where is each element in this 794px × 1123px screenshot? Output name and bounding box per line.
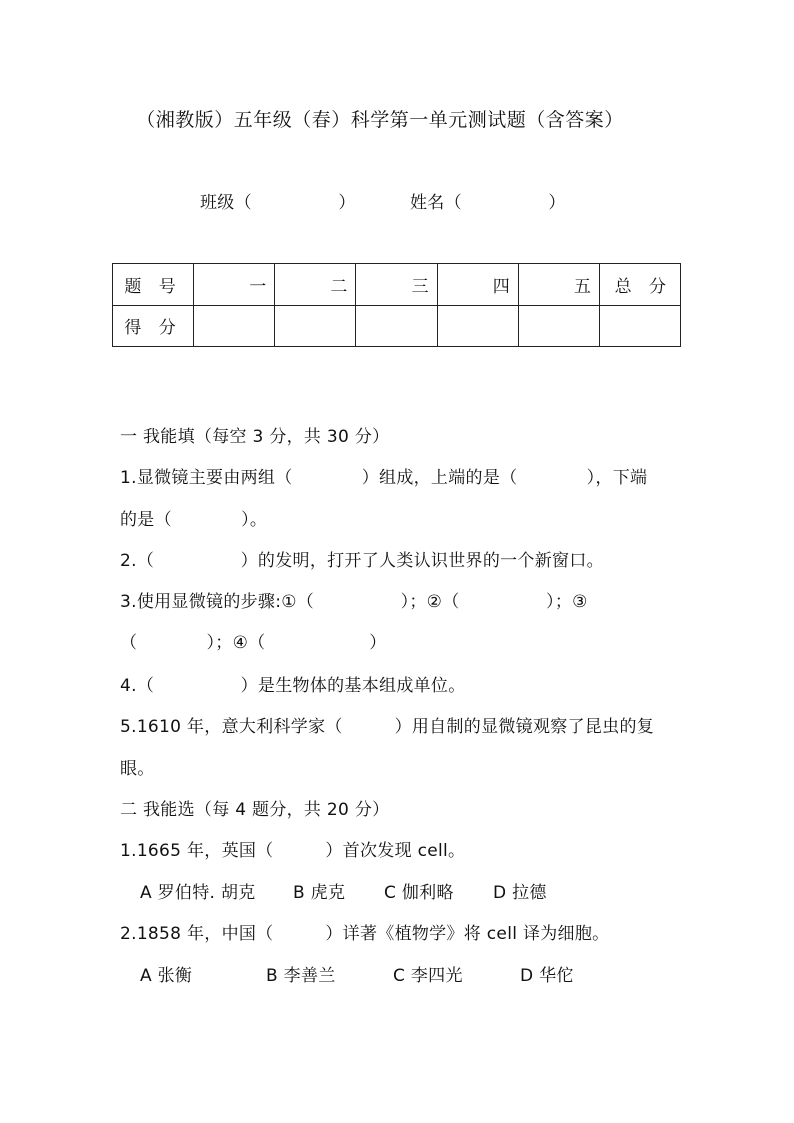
score-table-score-row xyxy=(113,305,681,347)
score-table-header-row xyxy=(113,264,681,306)
score-cell-total xyxy=(599,305,680,347)
score-cell xyxy=(518,305,599,347)
score-header-total: 总 分 xyxy=(599,264,680,306)
section1-line: （ ）；④（ ） xyxy=(120,633,387,653)
section2-question-1: 1.1665 年，英国（ ）首次发现 cell。 xyxy=(120,841,466,861)
q1-option-a: A 罗伯特. 胡克 xyxy=(140,883,256,903)
q2-option-c: C 李四光 xyxy=(393,966,463,986)
section1-line: 3.使用显微镜的步骤:①（ ）；②（ ）；③ xyxy=(120,592,588,612)
section2-heading: 二 我能选（每 4 题分，共 20 分） xyxy=(120,800,390,820)
section1-heading: 一 我能填（每空 3 分，共 30 分） xyxy=(120,427,390,447)
score-header-4: 四 xyxy=(437,264,518,306)
score-header-1: 一 xyxy=(194,264,275,306)
section1-line: 4.（ ）是生物体的基本组成单位。 xyxy=(120,676,466,696)
score-table-row2-label: 得 分 xyxy=(113,305,194,347)
q2-option-d: D 华佗 xyxy=(520,966,574,986)
page-title: （湘教版）五年级（春）科学第一单元测试题（含答案） xyxy=(136,109,624,131)
score-table xyxy=(112,263,681,347)
section2-question-2: 2.1858 年，中国（ ）详著《植物学》将 cell 译为细胞。 xyxy=(120,924,610,944)
section1-line: 5.1610 年，意大利科学家（ ）用自制的显微镜观察了昆虫的复 xyxy=(120,717,655,737)
q2-option-a: A 张衡 xyxy=(140,966,193,986)
section1-line: 眼。 xyxy=(120,759,155,779)
score-cell xyxy=(275,305,356,347)
score-header-5: 五 xyxy=(518,264,599,306)
section1-line: 2.（ ）的发明，打开了人类认识世界的一个新窗口。 xyxy=(120,551,604,571)
score-table-row1-label: 题 号 xyxy=(113,264,194,306)
score-cell xyxy=(356,305,437,347)
q1-option-b: B 虎克 xyxy=(293,883,346,903)
section1-line: 1.显微镜主要由两组（ ）组成，上端的是（ ），下端 xyxy=(120,468,648,488)
score-cell xyxy=(194,305,275,347)
q1-option-c: C 伽利略 xyxy=(384,883,454,903)
score-header-3: 三 xyxy=(356,264,437,306)
section1-line: 的是（ ）。 xyxy=(120,510,268,530)
score-cell xyxy=(437,305,518,347)
q1-option-d: D 拉德 xyxy=(493,883,547,903)
class-field: 班级（ ） xyxy=(200,193,356,213)
score-header-2: 二 xyxy=(275,264,356,306)
name-field: 姓名（ ） xyxy=(410,193,566,213)
q2-option-b: B 李善兰 xyxy=(266,966,336,986)
